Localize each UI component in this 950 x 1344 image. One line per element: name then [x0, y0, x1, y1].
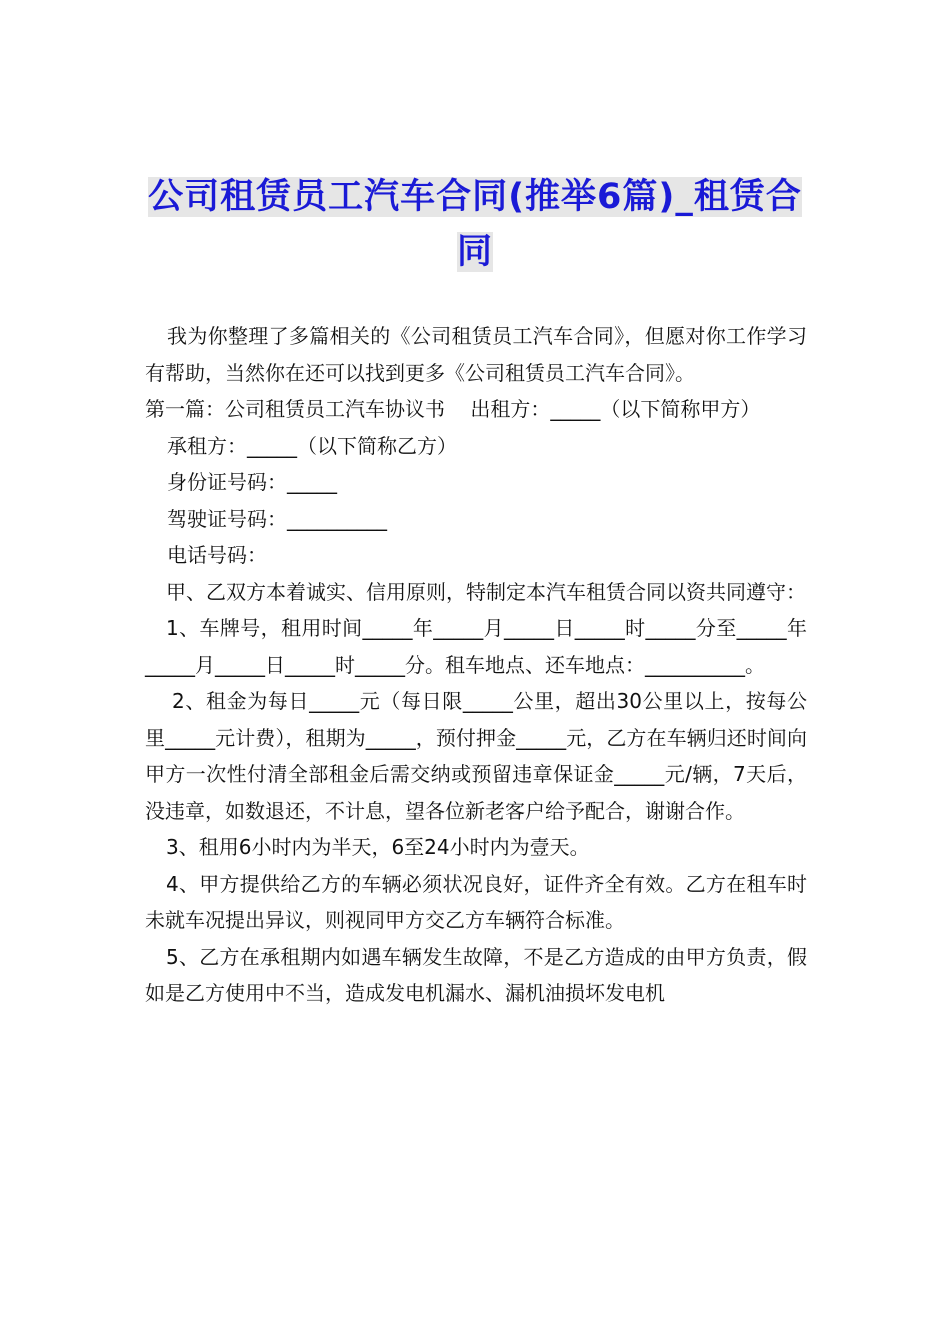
document-body	[145, 318, 807, 1012]
document-title	[145, 170, 805, 280]
id-number-paragraph: 身份证号码：_____	[167, 470, 337, 494]
clause-4-paragraph: 4、甲方提供给乙方的车辆必须状况良好，证件齐全有效。乙方在租车时未就车况提出异议，则视同甲方交乙方车辆符合标准。	[145, 871, 807, 932]
lessee-paragraph: 承租方：_____（以下简称乙方）	[167, 433, 457, 458]
clause-5-paragraph: 5、乙方在承租期内如遇车辆发生故障，不是乙方造成的由甲方负责，假如是乙方使用中不当，造成发电机漏水、漏机油损坏发电机	[145, 944, 807, 1005]
document-title-text: 公司租赁员工汽车合同(推举6篇)_租赁合同	[148, 177, 802, 272]
clause-3-paragraph: 3、租用6小时内为半天，6至24小时内为壹天。	[166, 835, 590, 859]
clause-1-paragraph: 1、车牌号，租用时间_____年_____月_____日_____时_____分至_____年_____月_____日_____时_____分。租车地点、还车地点：__________。	[145, 616, 807, 677]
license-number-paragraph: 驾驶证号码：__________	[167, 506, 387, 531]
section-heading-paragraph: 第一篇：公司租赁员工汽车协议书 出租方：_____（以下简称甲方）	[145, 397, 761, 421]
principle-paragraph: 甲、乙双方本着诚实、信用原则，特制定本汽车租赁合同以资共同遵守：	[166, 579, 806, 604]
clause-2-paragraph: 2、租金为每日_____元（每日限_____公里，超出30公里以上，按每公里_____元计费），租期为_____，预付押金_____元，乙方在车辆归还时间向甲方一次性付清全部租金后需交纳或预留违章保证金_____元/辆，7天后，没违章，如数退还，不计息，望各位新老客户给予配合，谢谢合作。	[145, 689, 807, 823]
intro-paragraph: 我为你整理了多篇相关的《公司租赁员工汽车合同》，但愿对你工作学习有帮助，当然你在还可以找到更多《公司租赁员工汽车合同》。	[145, 324, 807, 385]
phone-number-paragraph: 电话号码：	[167, 543, 267, 567]
